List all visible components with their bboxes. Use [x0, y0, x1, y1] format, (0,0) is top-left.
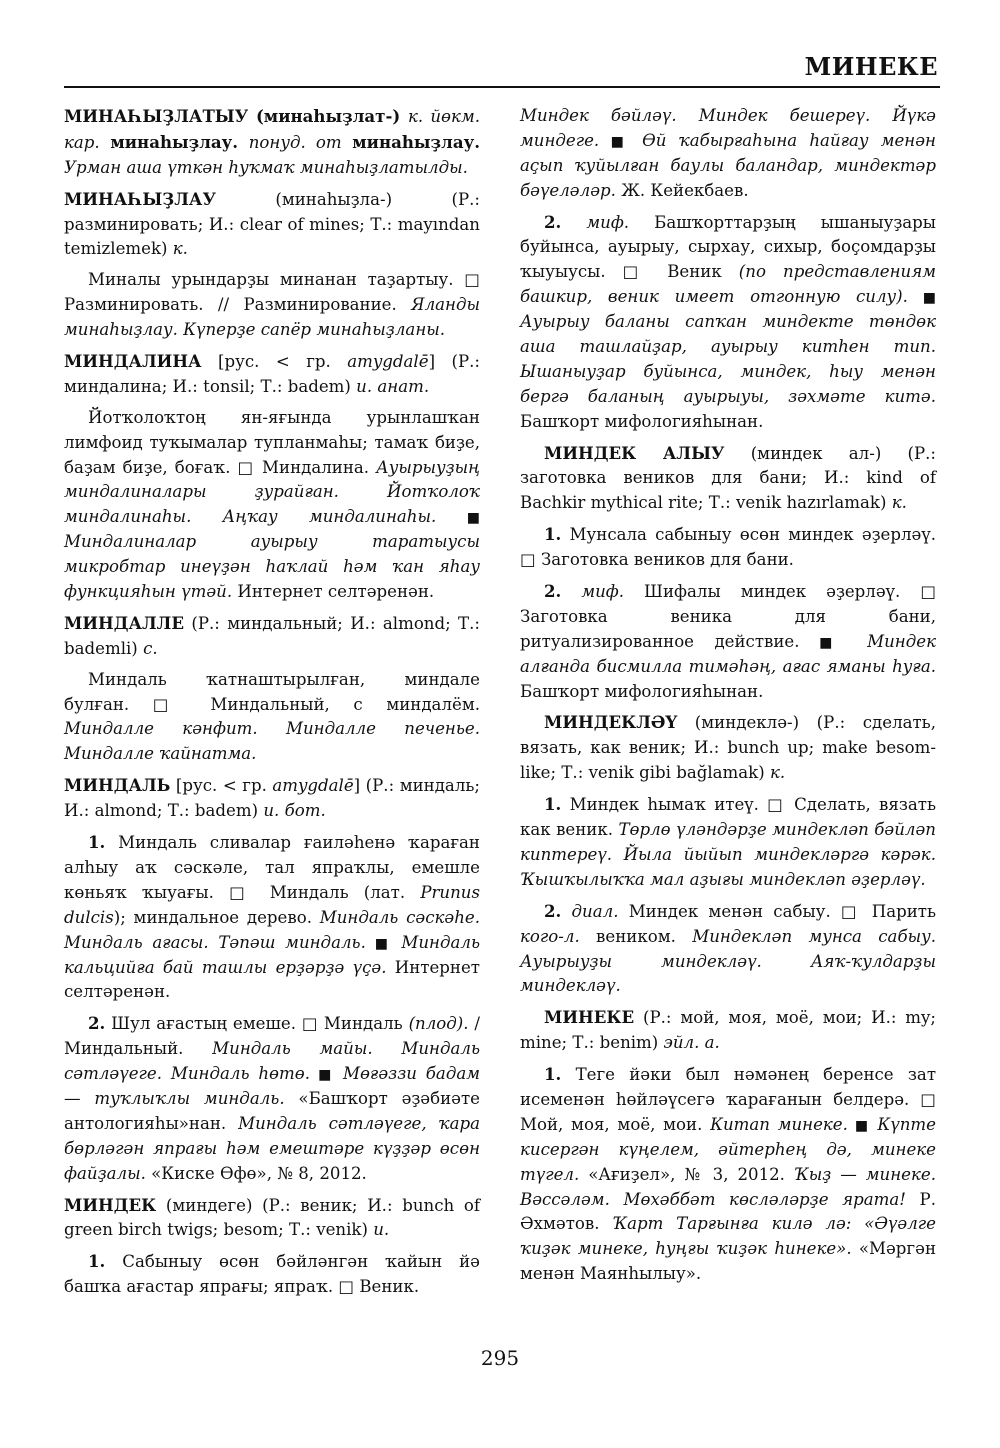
entry-mindalle-definition [64, 668, 480, 768]
entry-mindek-sense-1 [64, 1249, 480, 1300]
sense-number: 1. [544, 1064, 562, 1085]
definition: Миндек менән сабыу. □ Парить [618, 901, 937, 921]
right-column [520, 104, 936, 1293]
entry-form: (миндеге) (Р.: веник; И.: bunch of green birch twigs; besom; Т.: venik) [64, 1195, 480, 1240]
entry-minahyzlatyu [64, 104, 480, 181]
definition: Миндек һымаҡ итеү. □ Сделать, вязать как веник. [520, 795, 936, 840]
definition: веником. [579, 926, 693, 946]
entry-form: (миндек ал-) (Р.: заготовка веников для бани; И.: kind of Bachkir mythical rite; Т.: venik hazırlamak) [520, 443, 936, 513]
example: Күпте кисергән күңелем, әйтерһең дә, минеке түгел. [520, 1114, 936, 1184]
example-separator: ■ [310, 1067, 343, 1084]
entry-mindeklau-sense-2 [520, 899, 936, 1000]
entry-mineke-sense-1 [520, 1062, 936, 1287]
cross-reference: минаһыҙлау. [99, 131, 249, 152]
headword: МИНДЕКЛӘҮ [544, 712, 678, 733]
definition: Башҡорттарҙың ышаныуҙары буйынса, ауырыу, сырхау, сихыр, боҫомдарҙы ҡыуыусы. □ Веник [520, 212, 936, 282]
running-head: МИНЕКЕ [804, 52, 938, 81]
grammar-label: миф. [561, 212, 630, 232]
etymon: amygdalē [347, 352, 429, 372]
entry-mindek-continued [520, 104, 936, 204]
definition: Миндаль сливалар ғаиләһенә ҡараған алһыу аҡ сәскәле, тал япраҡлы, емешле көньяҡ ҡыуағы. □ Миндаль (лат. [64, 833, 480, 902]
headword: МИНДЕК [64, 1194, 157, 1215]
definition: Шифалы миндек әҙерләү. □ Заготовка веника для бани, ритуализированное действие. [520, 582, 936, 651]
entry-mindek [64, 1193, 480, 1244]
example: Миндаль кальцийға бай ташлы ерҙәрҙә үҫә. [64, 932, 480, 977]
example: Миндаль майы. Миндаль сәтләүеге. Миндаль һөтө. [64, 1039, 480, 1084]
entry-form: ] (Р.: миндаль; И.: almond; Т.: badem) [64, 776, 480, 821]
entry-form: (миндеклә-) (Р.: сделать, вязать, как веник; И.: bunch up; make besom-like; Т.: venik gibi bağlamak) [520, 713, 936, 783]
entry-form: [рус. < гр. [170, 776, 273, 796]
entry-mindal [64, 773, 480, 824]
definition: Сабыныу өсөн бәйләнгән ҡайын йә башҡа ағастар япрағы; япраҡ. □ Веник. [64, 1252, 480, 1297]
definition: Миндаль ҡатнаштырылған, миндале булған. □ Миндальный, с миндалём. [64, 669, 480, 714]
page-number: 295 [480, 1346, 520, 1370]
grammar-label: и. бот. [263, 801, 326, 821]
example: Миндаль сәтләүеге, ҡара бөрләгән япрағы һәм емештәре күҙҙәр өсөн файҙалы. [64, 1113, 480, 1183]
entry-mindalina-definition [64, 406, 480, 605]
sense-number: 2. [544, 211, 562, 232]
entry-minahyzlau-definition [64, 268, 480, 343]
definition: Йотҡолоҡтоң ян-яғында урынлашҡан лимфоид туҡымалар тупланмаһы; тамаҡ биҙе, баҙам биҙе, боғаҡ. □ Миндалина. [64, 407, 480, 477]
entry-form: (Р.: мой, моя, моё, мои; И.: my; mine; Т.: benim) [520, 1008, 936, 1053]
definition-note: кого-л. [520, 926, 580, 946]
latin-name: Prunus dulcis [64, 882, 480, 927]
entry-mindek-alyu-sense-1 [520, 522, 936, 573]
example-separator: ■ [599, 133, 643, 150]
example-separator: ■ [847, 1117, 878, 1134]
example: Миндалле кәнфит. Миндалле печенье. Миндалле ҡайнатма. [64, 719, 480, 764]
example: Миндалиналар ауырыу таратыусы микробтар инеүҙән һаҡлай һәм ҡан яһау функцияһын үтәй. [64, 532, 480, 602]
grammar-label: диал. [561, 901, 619, 921]
grammar-label: к. [172, 239, 188, 259]
entry-form: ] (Р.: миндалина; И.: tonsil; Т.: badem) [64, 352, 480, 396]
cross-reference: минаһыҙлау. [341, 131, 480, 152]
definition: Мунсала сабыныу өсөн миндек әҙерләү. □ Заготовка веников для бани. [520, 525, 936, 570]
entry-mindal-sense-2 [64, 1011, 480, 1186]
entry-mindal-sense-1 [64, 830, 480, 1005]
entry-minahyzlau [64, 187, 480, 263]
example-separator: ■ [907, 290, 936, 307]
source: Башҡорт мифологияһынан. [520, 681, 764, 701]
example: Өй ҡабырғаһына һайғау менән аҫып ҡуйылған баулы баландар, миндектәр бәүеләләр. [520, 130, 936, 200]
example: Төрлө үләндәрҙе миндекләп бәйләп киптереү. Йыла йыйып миндекләргә кәрәк. Ҡышҡылыҡҡа мал аҙығы миндекләп әҙерләү. [520, 820, 936, 889]
grammar-label: к. [891, 493, 907, 513]
entry-form: (минаһыҙла-) (Р.: разминировать; И.: clear of mines; Т.: mayından temizlemek) [64, 189, 480, 259]
example-separator: ■ [799, 634, 868, 651]
left-column [64, 104, 480, 1306]
headword: МИНДАЛИНА [64, 351, 202, 372]
sense-number: 1. [544, 524, 562, 545]
sense-number: 2. [544, 900, 562, 921]
definition: ); миндальное дерево. [113, 907, 320, 927]
grammar-label: к. [769, 763, 786, 783]
source: «Мәргән менән Маянһылыу». [520, 1239, 937, 1284]
gloss-label: понуд. от [248, 132, 342, 152]
entry-mindalle [64, 611, 480, 662]
source: Башҡорт мифологияһынан. [520, 411, 764, 431]
entry-mindek-alyu [520, 441, 936, 517]
headword: МИНДАЛЛЕ [64, 612, 184, 633]
example: Миндаль сәскәһе. Миндаль ағасы. Тәпәш миндаль. [64, 907, 481, 952]
example: Яланды минаһыҙлау. Күперҙе сапёр минаһыҙланы. [64, 295, 480, 340]
headword: МИНДАЛЬ [64, 775, 171, 796]
source: Интернет селтәренән. [232, 582, 435, 602]
headword: МИНЕКЕ [544, 1007, 635, 1028]
example: Миндекләп мунса сабыу. Ауырыуҙы миндекләү. Аяҡ-ҡулдарҙы миндекләү. [520, 926, 936, 996]
definition-note: (по представлениям башкир, веник имеет отгонную силу). [520, 262, 936, 307]
source: «Ағиҙел», № 3, 2012. [579, 1164, 794, 1184]
source: «Башҡорт әҙәбиәте антологияһы»нан. [64, 1088, 480, 1133]
grammar-label: с. [143, 638, 158, 658]
entry-form: [рус. < гр. [201, 352, 348, 372]
headword: МИНДЕК АЛЫУ [544, 442, 725, 463]
entry-mindek-alyu-sense-2 [520, 579, 936, 704]
source: Интернет селтәренән. [64, 957, 480, 1002]
entry-mindek-sense-2 [520, 210, 936, 435]
sense-number: 2. [88, 1013, 106, 1034]
sense-number: 1. [544, 794, 562, 815]
source: Ж. Кейекбаев. [615, 180, 749, 200]
grammar-label: миф. [561, 582, 625, 602]
example: Китап минеке. [710, 1114, 848, 1134]
grammar-label: эйл. а. [663, 1033, 720, 1053]
grammar-label: и. [373, 1220, 390, 1240]
example: Мөғәззи бадам — туҡлыҡлы миндаль. [64, 1064, 480, 1108]
entry-form: (минаһыҙлат-) [248, 106, 408, 126]
grammar-label: и. анат. [356, 376, 430, 396]
entry-mindeklau-sense-1 [520, 792, 936, 893]
example: Ауырыуҙың миндалиналары ҙурайған. Йотҡолоҡ миндалинаһы. Аңҡау миндалинаһы. [64, 457, 480, 527]
headword: МИНАҺЫҘЛАТЫУ [64, 106, 249, 126]
grammar-label: к. йөкм. кар. [64, 107, 480, 152]
entry-mineke [520, 1005, 936, 1056]
source: «Киске Өфө», № 8, 2012. [145, 1163, 367, 1183]
sense-number: 2. [544, 581, 562, 602]
definition-note: (плод). [408, 1014, 469, 1034]
headword: МИНАҺЫҘЛАУ [64, 188, 216, 209]
example: Ҡыҙ — минеке. Вәссәләм. Мөхәббәт көсләләрҙе ярата! [520, 1164, 936, 1209]
entry-mindalina [64, 349, 480, 400]
definition: Миналы урындарҙы минанан таҙартыу. □ Разминировать. // Разминирование. [64, 270, 480, 315]
example: Миндек бәйләү. Миндек бешереү. Йүкә миндеге. [520, 106, 936, 150]
definition: Теге йәки был нәмәнең беренсе зат исеменән һөйләүсегә ҡарағанын белдерә. □ Мой, моя, моё, мои. [520, 1065, 936, 1134]
entry-mindeklau [520, 710, 936, 786]
example-separator: ■ [436, 510, 481, 527]
entry-form: (Р.: миндальный; И.: almond; Т.: bademli) [64, 613, 480, 658]
sense-number: 1. [88, 1251, 106, 1272]
example: Миндек алғанда бисмилла тимәһәң, ағас яманы һуға. [520, 631, 936, 676]
etymon: amygdalē [272, 776, 354, 796]
example: Урман аша үткән һуҡмаҡ минаһыҙлатылды. [64, 157, 468, 177]
example: Ҡарт Тарғынға килә лә: «Әүәлге ҡиҙәк минеке, һуңғы ҡиҙәк һинеке». [520, 1214, 936, 1259]
example-separator: ■ [365, 935, 402, 952]
sense-number: 1. [88, 832, 106, 853]
example: Ауырыу баланы сапҡан миндекте төндөк аша ташлайҙар, ауырыу китһен тип. Ышаныуҙар буйынса, миндек, һыу менән бергә баланың ауырыуы, зәхмәте китә. [520, 312, 936, 406]
definition: Шул ағастың емеше. □ Миндаль [105, 1014, 409, 1034]
header-rule [64, 86, 940, 88]
definition: / Миндальный. [64, 1014, 480, 1059]
source: Р. Әхмәтов. [520, 1189, 936, 1234]
